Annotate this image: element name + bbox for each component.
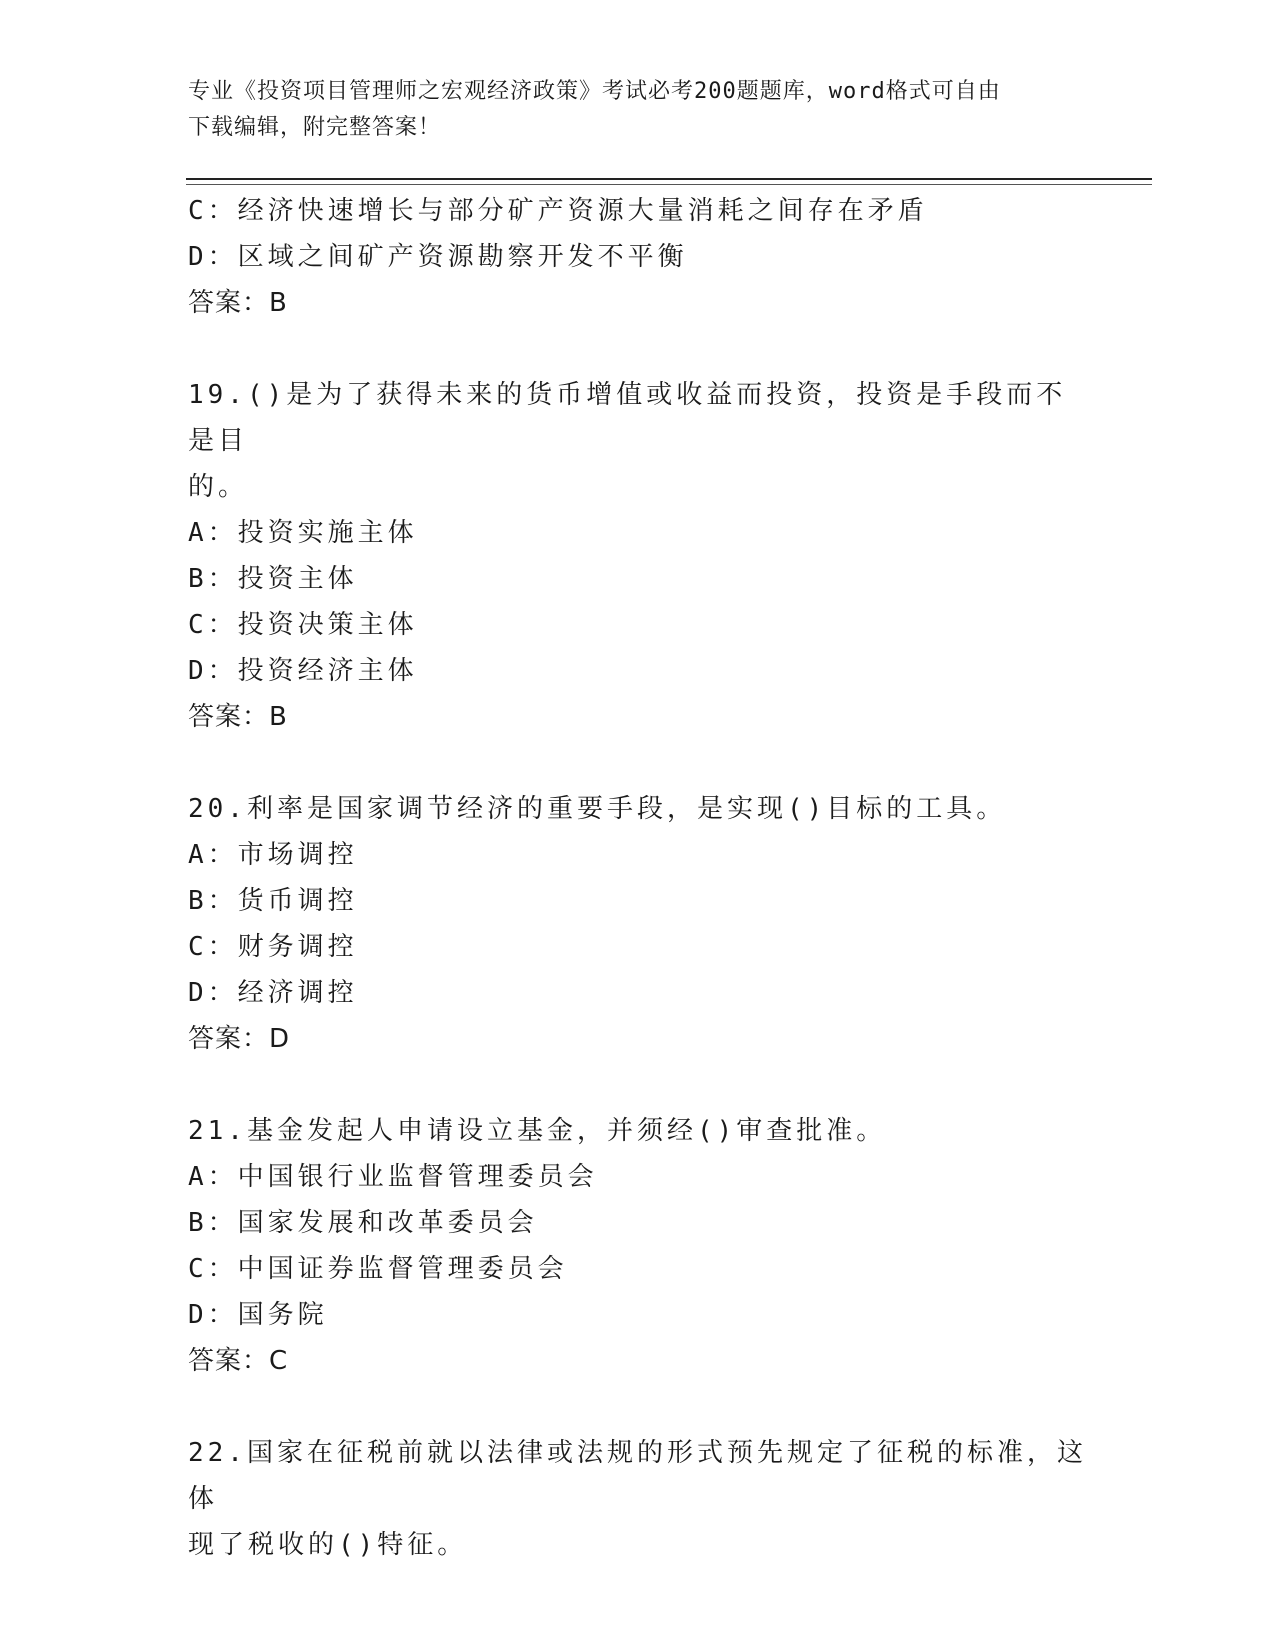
question-stem-line-1: 20.利率是国家调节经济的重要手段，是实现()目标的工具。 [188, 794, 1007, 824]
question-stem-line-1: 21.基金发起人申请设立基金，并须经()审查批准。 [188, 1116, 887, 1146]
option-a: A：投资实施主体 [188, 518, 418, 548]
question-stem-line-1: 22.国家在征税前就以法律或法规的形式预先规定了征税的标准，这体 [188, 1438, 1087, 1514]
question-18-tail [188, 188, 1088, 326]
spacer [188, 1384, 1088, 1430]
option-c: C：投资决策主体 [188, 610, 418, 640]
document-header [188, 74, 1088, 146]
question-19 [188, 372, 1088, 740]
header-divider-thick [186, 178, 1152, 180]
answer-line: 答案：D [188, 1024, 291, 1054]
question-21 [188, 1108, 1088, 1384]
answer-line: 答案：B [188, 288, 288, 318]
question-stem-line-2: 现了税收的()特征。 [188, 1530, 468, 1560]
question-list [188, 188, 1088, 1568]
question-22 [188, 1430, 1088, 1568]
question-stem-line-2: 的。 [188, 472, 249, 502]
option-d: D：区域之间矿产资源勘察开发不平衡 [188, 242, 688, 272]
option-b: B：国家发展和改革委员会 [188, 1208, 538, 1238]
answer-line: 答案：C [188, 1346, 289, 1376]
header-divider-thin [186, 184, 1152, 185]
answer-line: 答案：B [188, 702, 288, 732]
option-b: B：投资主体 [188, 564, 358, 594]
question-stem-line-1: 19.()是为了获得未来的货币增值或收益而投资，投资是手段而不是目 [188, 380, 1067, 456]
option-d: D：投资经济主体 [188, 656, 418, 686]
option-b: B：货币调控 [188, 886, 358, 916]
option-c: C：中国证券监督管理委员会 [188, 1254, 568, 1284]
option-c: C：财务调控 [188, 932, 358, 962]
question-20 [188, 786, 1088, 1062]
header-line-2: 下载编辑，附完整答案！ [188, 115, 442, 140]
spacer [188, 326, 1088, 372]
option-a: A：市场调控 [188, 840, 358, 870]
spacer [188, 1062, 1088, 1108]
option-c: C：经济快速增长与部分矿产资源大量消耗之间存在矛盾 [188, 196, 928, 226]
option-d: D：经济调控 [188, 978, 358, 1008]
header-line-1: 专业《投资项目管理师之宏观经济政策》考试必考200题题库，word格式可自由 [188, 79, 1001, 104]
spacer [188, 740, 1088, 786]
option-d: D：国务院 [188, 1300, 328, 1330]
option-a: A：中国银行业监督管理委员会 [188, 1162, 598, 1192]
